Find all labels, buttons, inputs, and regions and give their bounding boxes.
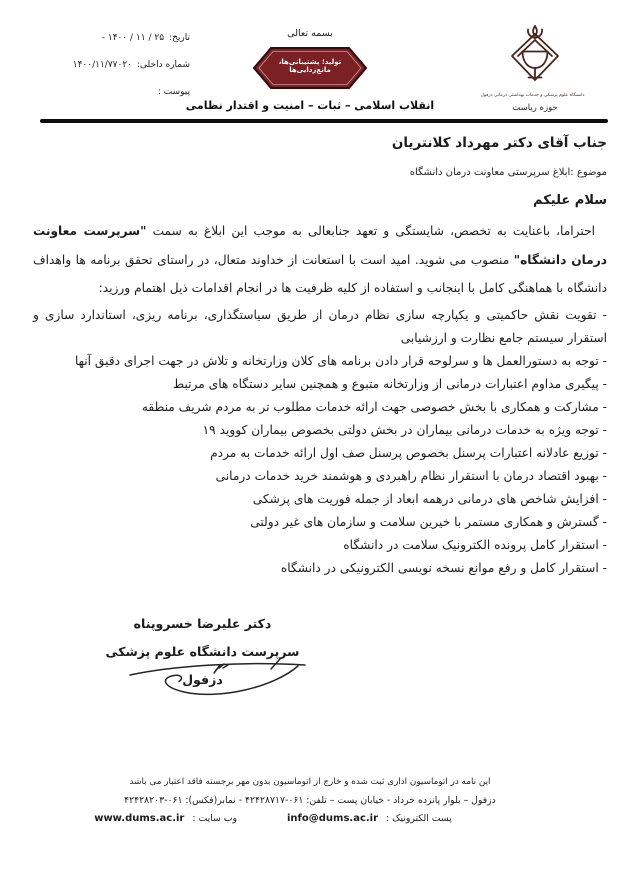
list-item: - بهبود اقتصاد درمان با استقرار نظام راهبردی و هوشمند خرید خدمات درمانی [215,468,607,483]
footer-contact-line [0,813,563,824]
letter-body [33,135,607,580]
header-divider [40,119,608,123]
besmele-text: بسمه تعالی [287,28,333,39]
signer-title: سرپرست دانشگاه علوم پزشکی دزفول [105,644,300,687]
list-item: - مشارکت و همکاری با بخش خصوصی جهت ارائه خدمات مطلوب تر به مردم شریف منطقه [141,399,607,414]
website-value: www.dums.ac.ir [94,813,185,824]
logo-caption: دانشگاه علوم پزشکی و خدمات بهداشتی درمانی دزفول [480,92,585,98]
footer-address-line: دزفول – بلوار پانزده خرداد - خیابان پست – تلفن: ۰۶۱-۴۲۴۲۸۷۱۷ - نمابر(فکس): ۰۶۱-۴۲۴۲۸۲۰۳ [124,795,496,806]
website-label: وب سایت : [192,813,237,824]
subject-line: موضوع :ابلاغ سرپرستی معاونت درمان دانشگاه [409,167,607,178]
right-header [480,25,590,113]
list-item: - توجه ویژه به خدمات درمانی بیماران در بخش دولتی بخصوص بیماران کووید ۱۹ [202,422,607,437]
year-slogan-emblem [252,45,368,91]
list-item: - توجه به دستورالعمل ها و سرلوحه قرار دادن برنامه های کلان وزارتخانه و تلاش در جهت اجرای دقیق آنها [74,353,607,368]
attachment-label: پیوست : [157,87,190,97]
signer-name: دکتر علیرضا خسروپناه [133,616,272,631]
salutation: سلام علیکم [533,193,607,208]
list-item: - استقرار کامل پرونده الکترونیک سلامت در دانشگاه [343,537,607,552]
list-item: - افزایش شاخص های درمانی درهمه ابعاد از جمله فوریت های پزشکی [252,491,607,506]
appointment-title-bold: "سرپرست معاونت درمان دانشگاه" [33,224,607,267]
number-label: شماره داخلی: [137,60,190,70]
date-value: - ۱۴۰۰ / ۱۱ / ۲۵ [101,33,165,43]
signature-scribble [122,654,312,704]
email-value: info@dums.ac.ir [286,813,379,824]
list-item: - تقویت نقش حاکمیتی و یکپارچه سازی نظام درمان از طریق سیاستگذاری، برنامه ریزی، استاندارد سازی و استقرار سیستم جامع نظارت و ارزشیابی [33,307,607,345]
list-item: - استقرار کامل و رفع موانع نسخه نویسی الکترونیکی در دانشگاه [280,560,607,575]
motto-text: انقلاب اسلامی – ثبات – امنیت و اقتدار نظامی [185,99,435,112]
university-logo-icon [503,25,567,87]
slogan-calligraphy: تولید؛ پشتیبانی‌ها، مانع‌زدایی‌ها [278,58,342,74]
department-label: حوزه ریاست [512,103,558,113]
list-item: - پیگیری مداوم اعتبارات درمانی از وزارتخانه متبوع و همچنین سایر دستگاه های مرتبط [172,376,607,391]
date-label: تاریخ: [169,33,190,43]
center-header [150,28,470,112]
duties-list [33,304,607,580]
footer-validity-note: این نامه در اتوماسیون اداری ثبت شده و خارج از اتوماسیون بدون مهر برجسته فاقد اعتبار می باشد [129,777,491,787]
email-label: پست الکترونیک : [386,813,452,824]
intro-text-start: احتراما، باعنایت به تخصص، شایستگی و تعهد جنابعالی به موجب این ابلاغ به سمت [146,224,595,238]
intro-text-end: منصوب می شوید. امید است با استعانت از خداوند متعال، در راستای تحقق برنامه ها واهداف دانشگاه با هماهنگی کامل با اینجانب و استفاده از کلیه ظرفیت ها در انجام اقدامات ذیل اهتمام ورزید: [33,252,607,295]
list-item: - توزیع عادلانه اعتبارات پرسنل بخصوص پرسنل صف اول ارائه خدمات به مردم [210,445,607,460]
recipient-name: جناب آقای دکتر مهرداد کلانتریان [391,135,607,151]
list-item: - گسترش و همکاری مستمر با خیرین سلامت و سازمان های غیر دولتی [250,514,607,529]
number-value: ۱۴۰۰/۱۱/۷۷۰۲۰ [72,60,132,70]
intro-paragraph [33,217,607,303]
